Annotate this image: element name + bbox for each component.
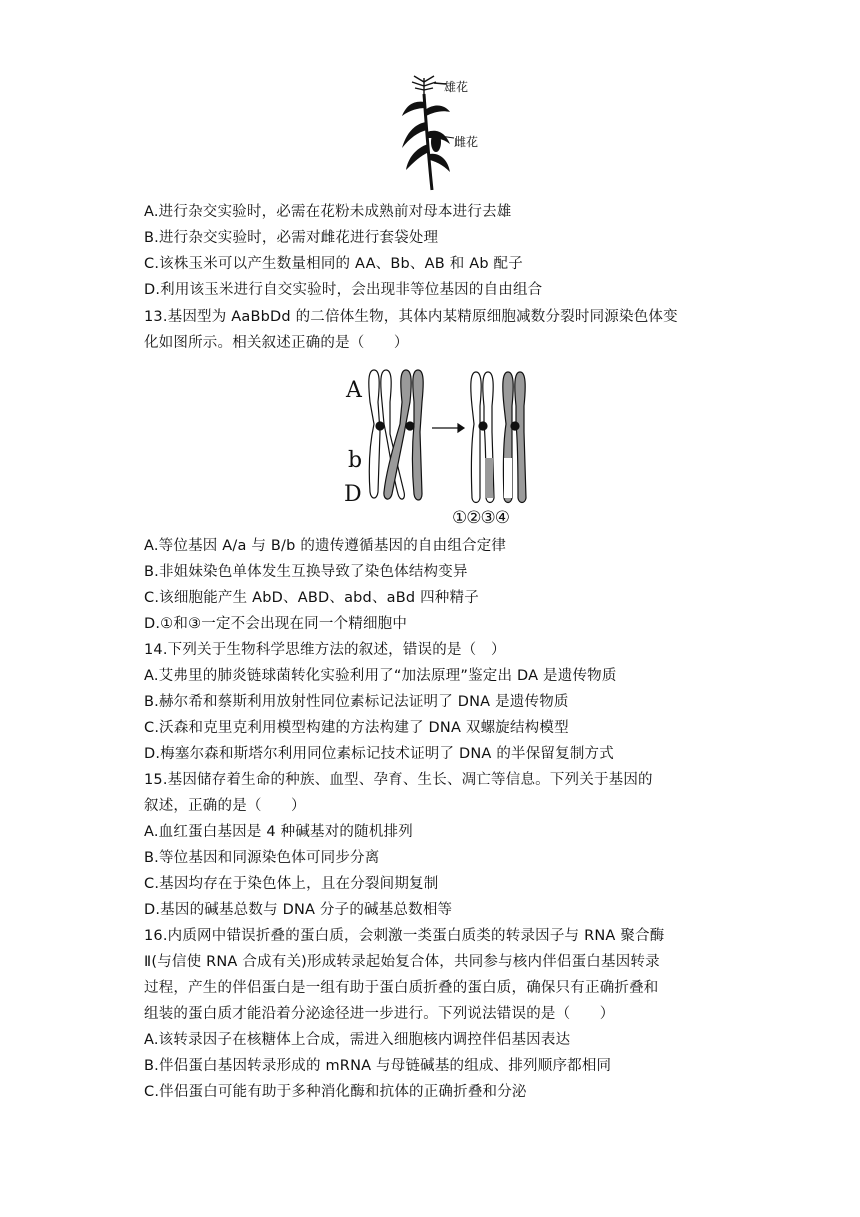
q14-stem: 14.下列关于生物科学思维方法的叙述，错误的是（ ） <box>144 642 506 658</box>
q14-option-a: A.艾弗里的肺炎链球菌转化实验利用了“加法原理”鉴定出 DA 是遗传物质 <box>144 668 617 684</box>
female-flower-label: 雌花 <box>454 135 479 149</box>
corn-plant-figure <box>388 72 498 194</box>
q16-option-c: C.伴侣蛋白可能有助于多种消化酶和抗体的正确折叠和分泌 <box>144 1084 527 1100</box>
male-flower-label: 雄花 <box>444 80 469 94</box>
q13-stem-line-1: 13.基因型为 AaBbDd 的二倍体生物，其体内某精原细胞减数分裂时同源染色体变 <box>144 309 678 325</box>
q15-stem-line-1: 15.基因储存着生命的种族、血型、孕育、生长、凋亡等信息。下列关于基因的 <box>144 772 653 788</box>
q12-option-d: D.利用该玉米进行自交实验时，会出现非等位基因的自由组合 <box>144 282 543 298</box>
q13-option-c: C.该细胞能产生 AbD、ABD、abd、aBd 四种精子 <box>144 590 479 606</box>
chromosome-figure <box>340 362 540 532</box>
q13-stem-line-2: 化如图所示。相关叙述正确的是（ ） <box>144 335 409 351</box>
q16-option-a: A.该转录因子在核糖体上合成，需进入细胞核内调控伴侣基因表达 <box>144 1032 571 1048</box>
q13-option-a: A.等位基因 A/a 与 B/b 的遗传遵循基因的自由组合定律 <box>144 538 507 554</box>
q15-option-b: B.等位基因和同源染色体可同步分离 <box>144 850 380 866</box>
chromosome-drawing <box>340 362 540 532</box>
q16-stem-line-1: 16.内质网中错误折叠的蛋白质，会刺激一类蛋白质类的转录因子与 RNA 聚合酶 <box>144 928 665 944</box>
chromosome-numbers: ①②③④ <box>452 508 509 528</box>
q16-stem-line-2: Ⅱ(与信使 RNA 合成有关)形成转录起始复合体，共同参与核内伴侣蛋白基因转录 <box>144 954 660 970</box>
q14-option-c: C.沃森和克里克利用模型构建的方法构建了 DNA 双螺旋结构模型 <box>144 720 569 736</box>
q14-option-b: B.赫尔希和蔡斯利用放射性同位素标记法证明了 DNA 是遗传物质 <box>144 694 569 710</box>
q15-option-c: C.基因均存在于染色体上，且在分裂间期复制 <box>144 876 439 892</box>
q15-stem-line-2: 叙述，正确的是（ ） <box>144 798 306 814</box>
q16-option-b: B.伴侣蛋白基因转录形成的 mRNA 与母链碱基的组成、排列顺序都相同 <box>144 1058 612 1074</box>
q13-option-d: D.①和③一定不会出现在同一个精细胞中 <box>144 616 408 632</box>
q13-option-b: B.非姐妹染色单体发生互换导致了染色体结构变异 <box>144 564 468 580</box>
q12-option-b: B.进行杂交实验时，必需对雌花进行套袋处理 <box>144 230 439 246</box>
gene-label-d: D <box>344 482 362 507</box>
q15-option-a: A.血红蛋白基因是 4 种碱基对的随机排列 <box>144 824 413 840</box>
q12-option-c: C.该株玉米可以产生数量相同的 AA、Bb、AB 和 Ab 配子 <box>144 256 523 272</box>
gene-label-a: A <box>346 378 362 403</box>
corn-plant-drawing <box>388 72 498 194</box>
q16-stem-line-3: 过程，产生的伴侣蛋白是一组有助于蛋白质折叠的蛋白质，确保只有正确折叠和 <box>144 980 659 996</box>
q16-stem-line-4: 组装的蛋白质才能沿着分泌途径进一步进行。下列说法错误的是（ ） <box>144 1006 615 1022</box>
q12-option-a: A.进行杂交实验时，必需在花粉未成熟前对母本进行去雄 <box>144 204 512 220</box>
gene-label-b: b <box>348 448 363 473</box>
q14-option-d: D.梅塞尔森和斯塔尔利用同位素标记技术证明了 DNA 的半保留复制方式 <box>144 746 614 762</box>
q15-option-d: D.基因的碱基总数与 DNA 分子的碱基总数相等 <box>144 902 453 918</box>
